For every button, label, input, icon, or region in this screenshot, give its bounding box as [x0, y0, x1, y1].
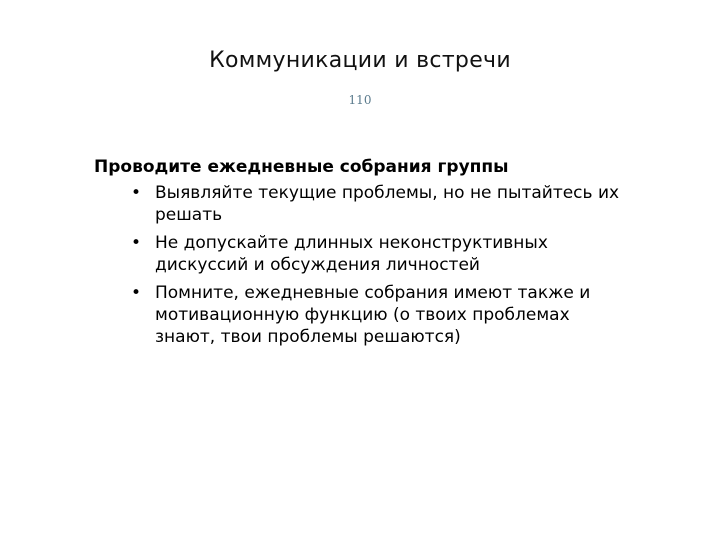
- bullet-icon: •: [131, 233, 142, 253]
- bullet-text: Не допускайте длинных неконструктивных дискуссий и обсуждения личностей: [155, 233, 548, 275]
- bullet-icon: •: [131, 183, 142, 203]
- bullet-item: [94, 282, 674, 348]
- bullet-list: [94, 182, 674, 348]
- bullet-item: [94, 182, 674, 226]
- bullet-icon: •: [131, 283, 142, 303]
- slide-content: [94, 155, 674, 354]
- slide-title: Коммуникации и встречи: [209, 48, 511, 73]
- bullet-text: Выявляйте текущие проблемы, но не пытайтесь их решать: [155, 183, 620, 225]
- bullet-text: Помните, ежедневные собрания имеют также и мотивационную функцию (о твоих проблемах знают, твои проблемы решаются): [155, 283, 591, 347]
- bullet-item: [94, 232, 674, 276]
- page-number: 110: [348, 93, 372, 107]
- section-heading: Проводите ежедневные собрания группы: [94, 157, 509, 177]
